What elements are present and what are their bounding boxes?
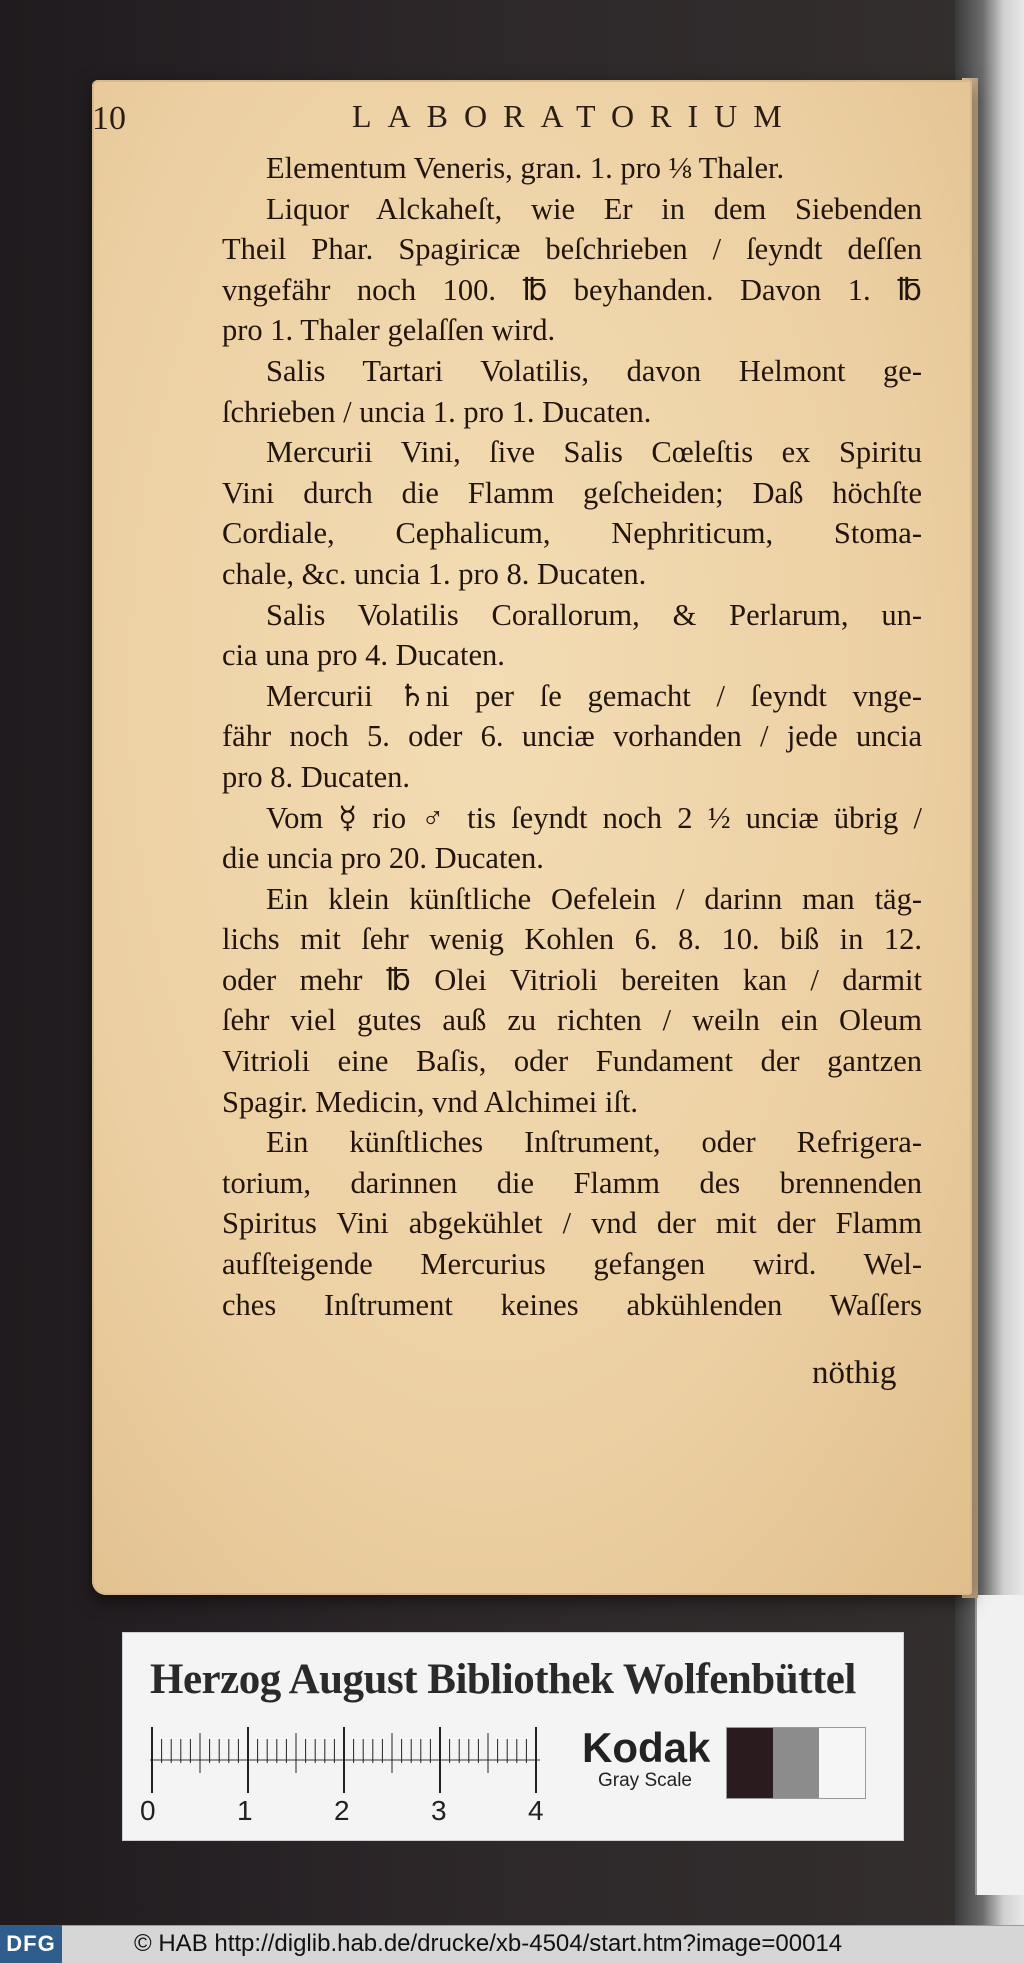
text-line: aufſteigende Mercurius gefangen wird. Wel- bbox=[222, 1247, 922, 1282]
catchword: nöthig bbox=[812, 1355, 897, 1391]
text-line: Vini durch die Flamm geſcheiden; Daß höchſte bbox=[222, 475, 922, 510]
ruler-digit: 4 bbox=[528, 1795, 544, 1826]
library-name: Herzog August Bibliothek Wolfenbüttel bbox=[150, 1656, 856, 1703]
gray-swatch bbox=[727, 1728, 773, 1798]
gray-scale-swatches bbox=[726, 1727, 866, 1799]
ruler-digit: 0 bbox=[140, 1795, 156, 1826]
text-line: Salis Tartari Volatilis, davon Helmont ge- bbox=[266, 353, 922, 388]
text-line: Theil Phar. Spagiricæ beſchrieben / ſeyndt deſſen bbox=[222, 232, 922, 267]
ruler-digit: 3 bbox=[431, 1795, 447, 1826]
text-line: pro 8. Ducaten. bbox=[222, 759, 411, 794]
ruler-digits bbox=[140, 1795, 560, 1835]
kodak-logo: Kodak bbox=[582, 1724, 711, 1771]
ruler-scale bbox=[150, 1725, 550, 1795]
ruler-digit: 1 bbox=[237, 1795, 253, 1826]
text-line: Cordiale, Cephalicum, Nephriticum, Stoma- bbox=[222, 516, 922, 551]
text-line: Vitrioli eine Baſis, oder Fundament der gantzen bbox=[222, 1044, 922, 1079]
text-line: fähr noch 5. oder 6. unciæ vorhanden / jede uncia bbox=[222, 719, 922, 754]
dfg-logo: DFG bbox=[0, 1925, 62, 1963]
text-line: chale, &c. uncia 1. pro 8. Ducaten. bbox=[222, 556, 647, 591]
text-line: torium, darinnen die Flamm des brennenden bbox=[222, 1165, 922, 1200]
adjacent-card-edge bbox=[975, 1595, 1024, 1895]
text-line: Vom ☿ rio ♂ tis ſeyndt noch 2 ½ unciæ übrig / bbox=[266, 800, 922, 835]
text-line: pro 1. Thaler gelaſſen wird. bbox=[222, 313, 556, 348]
gray-swatch bbox=[773, 1728, 819, 1798]
page-text bbox=[222, 148, 922, 1325]
ruler-digit: 2 bbox=[334, 1795, 350, 1826]
text-line: cia una pro 4. Ducaten. bbox=[222, 638, 505, 673]
text-line: Spiritus Vini abgekühlet / vnd der mit der Flamm bbox=[222, 1206, 922, 1241]
text-line: Salis Volatilis Corallorum, & Perlarum, un- bbox=[266, 597, 922, 632]
text-line: lichs mit ſehr wenig Kohlen 6. 8. 10. biß in 12. bbox=[222, 922, 922, 957]
text-line: ſehr viel gutes auß zu richten / weiln ein Oleum bbox=[222, 1003, 922, 1038]
text-line: Ein klein künſtliche Oefelein / darinn man täg- bbox=[266, 881, 922, 916]
text-line: ſchrieben / uncia 1. pro 1. Ducaten. bbox=[222, 394, 652, 429]
text-line: Spagir. Medicin, vnd Alchimei iſt. bbox=[222, 1084, 638, 1119]
copyright-link[interactable]: © HAB http://diglib.hab.de/drucke/xb-4504/start.htm?image=00014 bbox=[134, 1930, 843, 1957]
text-line: Mercurii Vini, ſive Salis Cœleſtis ex Spiritu bbox=[266, 435, 922, 470]
text-line: Mercurii ♄ni per ſe gemacht / ſeyndt vnge- bbox=[266, 678, 922, 713]
page-number: 10 bbox=[92, 100, 126, 137]
running-title: LABORATORIUM bbox=[352, 98, 798, 134]
kodak-subtitle: Gray Scale bbox=[598, 1770, 692, 1791]
text-line: Ein künſtliches Inſtrument, oder Refrigera- bbox=[266, 1125, 922, 1160]
text-line: vngefähr noch 100. ℔ beyhanden. Davon 1. ℔ bbox=[222, 272, 922, 307]
text-line: oder mehr ℔ Olei Vitrioli bereiten kan / darmit bbox=[222, 962, 922, 997]
text-line: ches Inſtrument keines abkühlenden Waſſers bbox=[222, 1287, 922, 1322]
text-line: Elementum Veneris, gran. 1. pro ⅛ Thaler. bbox=[266, 151, 785, 185]
text-line: die uncia pro 20. Ducaten. bbox=[222, 841, 544, 876]
gray-swatch bbox=[819, 1728, 865, 1798]
text-line: Liquor Alckaheſt, wie Er in dem Siebenden bbox=[266, 191, 922, 226]
